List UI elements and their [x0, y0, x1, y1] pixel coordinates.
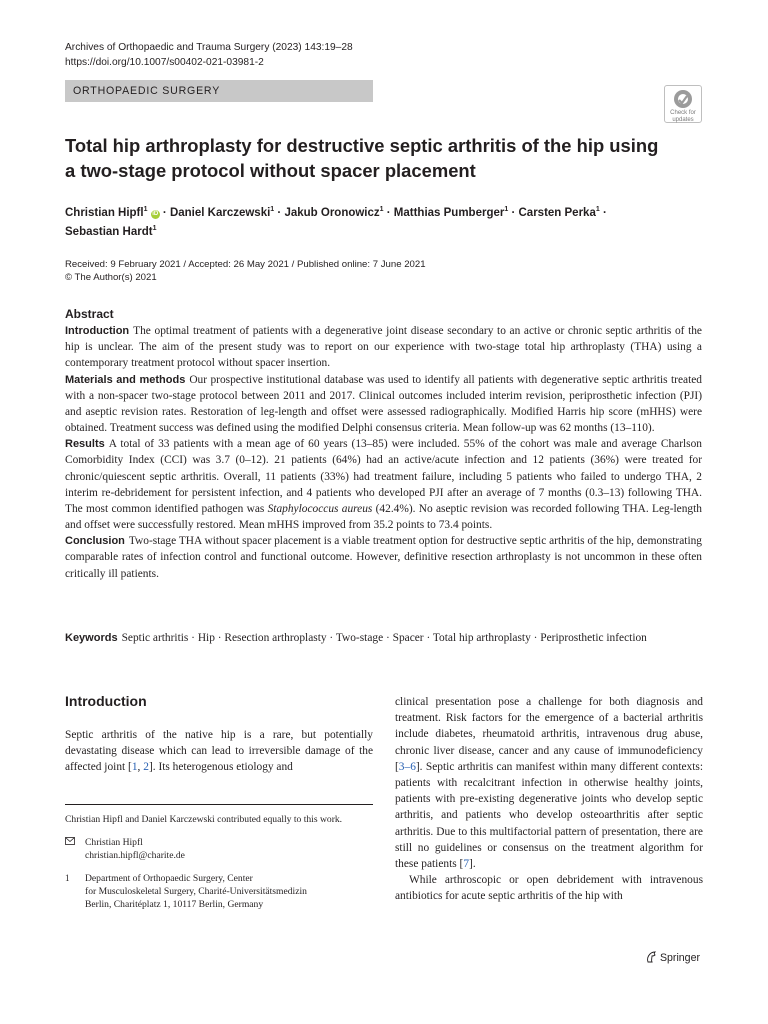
keywords-text: Septic arthritis · Hip · Resection arthroplasty · Two-stage · Spacer · Total hip arthroplasty · Periprosthetic infection [121, 632, 647, 644]
affiliation-number: 1 [65, 873, 70, 883]
abstract-methods: Materials and methods Our prospective institutional database was used to identify all patients with degenerative septic arthritis treated with a non-spacer two-stage protocol between 2011 and 2017. Clinical outcomes included interim revision, periprosthetic infection (PJI) and aseptic revision rates. Restoration of leg-length and offset were assessed radiographically. Modified Harris hip score (mHHS) were obtained. Treatment success was defined using the modified Delphi consensus criteria. Mean follow-up was 62 months (13–110). [65, 373, 702, 435]
affiliation-mark: 1 [595, 206, 600, 213]
author-list: Christian Hipfl$^1$ iD · Daniel Karczewski$^1$ · Jakub Oronowicz$^1$ · Matthias Pumberger$^1$ · Carsten Perka$^1$ · Sebastian Hardt$^1$ [65, 206, 607, 239]
citation-link[interactable]: 7 [463, 858, 470, 871]
author-name[interactable]: Daniel Karczewski [169, 206, 271, 219]
affiliation: 1 Department of Orthopaedic Surgery, Center for Musculoskeletal Surgery, Charité-Universitätsmedizin Berlin, Charitéplatz 1, 10117 Berlin, Germany [65, 873, 307, 910]
author-name[interactable]: Jakub Oronowicz [284, 206, 380, 219]
abstract-heading: Abstract [65, 307, 114, 321]
envelope-icon [65, 836, 85, 862]
journal-header [65, 40, 353, 70]
contact-email[interactable]: christian.hipfl@charite.de [85, 850, 185, 861]
contact-name: Christian Hipfl [85, 837, 143, 848]
springer-horse-icon [645, 951, 657, 963]
article-title [65, 134, 685, 183]
abstract-label: Conclusion [65, 535, 125, 548]
affiliation-mark: 1 [270, 206, 275, 213]
abstract-label: Introduction [65, 325, 130, 338]
abstract-label: Results [65, 438, 105, 451]
title-line-1: Total hip arthroplasty for destructive septic arthritis of the hip using [65, 135, 659, 156]
affiliation-mark: 1 [143, 206, 148, 213]
abstract-conclusion: Conclusion Two-stage THA without spacer placement is a viable treatment option for destructive septic arthritis of the hip, demonstrating comparable rates of infection control and functional outcome. However, definitive resection arthroplasty is not uncommon in these often critically ill patients. [65, 535, 702, 580]
abstract-introduction: Introduction The optimal treatment of patients with a degenerative joint disease secondary to an active or chronic septic arthritis of the hip is unclear. The aim of the present study was to report on our experience with two-stage total hip arthroplasty (THA) using a contemporary treatment protocol without spacer insertion. [65, 325, 702, 370]
check-for-updates-badge[interactable] [664, 85, 702, 123]
intro-paragraph-continued: clinical presentation pose a challenge for both diagnosis and treatment. Risk factors for the emergence of a bacterial arthritis include diabetes, rheumatoid arthritis, intravenous drug abuse, chronic liver disease, cancer and any cause of immunodeficiency [3–6]. Septic arthritis can manifest within many different contexts: patients with recalcitrant infection in otherwise healthy joints, patients with pre-existing degenerative joints who develop septic arthritis, and patients who develop osteoarthritis after septic arthritis. Due to this multifactorial pattern of presentation, there are still no guidelines or consensus on the treatment algorithm for these patients [7]. [395, 696, 703, 871]
right-column [395, 694, 703, 905]
affiliation-mark: 1 [379, 206, 384, 213]
check-badge-line2: updates [672, 117, 694, 123]
article-dates [65, 258, 426, 284]
left-column [65, 692, 373, 776]
publisher-logo [645, 951, 700, 965]
doi-link[interactable]: https://doi.org/10.1007/s00402-021-03981-2 [65, 57, 264, 68]
keywords-label: Keywords [65, 632, 118, 644]
section-heading-introduction: Introduction [65, 693, 147, 709]
affiliation-mark: 1 [504, 206, 509, 213]
citation-link[interactable]: 2 [143, 761, 149, 774]
abstract-label: Materials and methods [65, 373, 186, 386]
affiliation-mark: 1 [152, 225, 157, 233]
journal-citation: Archives of Orthopaedic and Trauma Surgery (2023) 143:19–28 [65, 42, 353, 53]
abstract [65, 306, 702, 582]
author-name[interactable]: Matthias Pumberger [393, 206, 505, 219]
publisher-name: Springer [659, 952, 700, 964]
intro-paragraph: Septic arthritis of the native hip is a rare, but potentially devastating disease which can lead to irreversible damage of the affected joint [1, 2]. Its heterogenous etiology and [65, 729, 373, 774]
history-dates: Received: 9 February 2021 / Accepted: 26 May 2021 / Published online: 7 June 2021 [65, 259, 426, 270]
footnotes [65, 804, 373, 921]
author-name[interactable]: Christian Hipfl [65, 206, 144, 219]
check-badge-line1: Check for [670, 110, 696, 116]
crossmark-icon [673, 89, 693, 109]
intro-paragraph-2: While arthroscopic or open debridement with intravenous antibiotics for acute septic arthritis of the hip with [395, 874, 703, 903]
keywords [65, 630, 702, 646]
orcid-icon[interactable]: iD [152, 210, 159, 217]
section-label: ORTHOPAEDIC SURGERY [65, 80, 373, 102]
citation-link[interactable]: 1 [131, 761, 138, 774]
abstract-results: Results A total of 33 patients with a mean age of 60 years (13–85) were included. 55% of the cohort was male and average Charlson Comorbidity Index (CCI) was 3.7 (0–12). 21 patients (64%) had an active/acute infection and 12 patients (36%) were treated for chronic/quiescent septic arthritis. Overall, 11 patients (33%) had treatment failure, including 5 patients who failed to undergo THA, 2 interim re-debridement for persistent infection, and 4 patients who developed PJI after an average of 7 months (0.3–13) following THA. The most common identified pathogen was Staphylococcus aureus (42.4%). No aseptic revision was recorded following THA. Leg-length and offset were successfully restored. Mean mHHS improved from 35.2 points to 73.4 points. [65, 438, 702, 532]
citation-link[interactable]: 3–6 [398, 760, 416, 773]
title-line-2: a two-stage protocol without spacer placement [65, 159, 476, 181]
corresponding-author [65, 836, 373, 862]
equal-contribution-note: Christian Hipfl and Daniel Karczewski contributed equally to this work. [65, 814, 343, 825]
copyright: © The Author(s) 2021 [65, 272, 157, 283]
author-name[interactable]: Sebastian Hardt [65, 226, 153, 239]
author-name[interactable]: Carsten Perka [518, 206, 596, 219]
